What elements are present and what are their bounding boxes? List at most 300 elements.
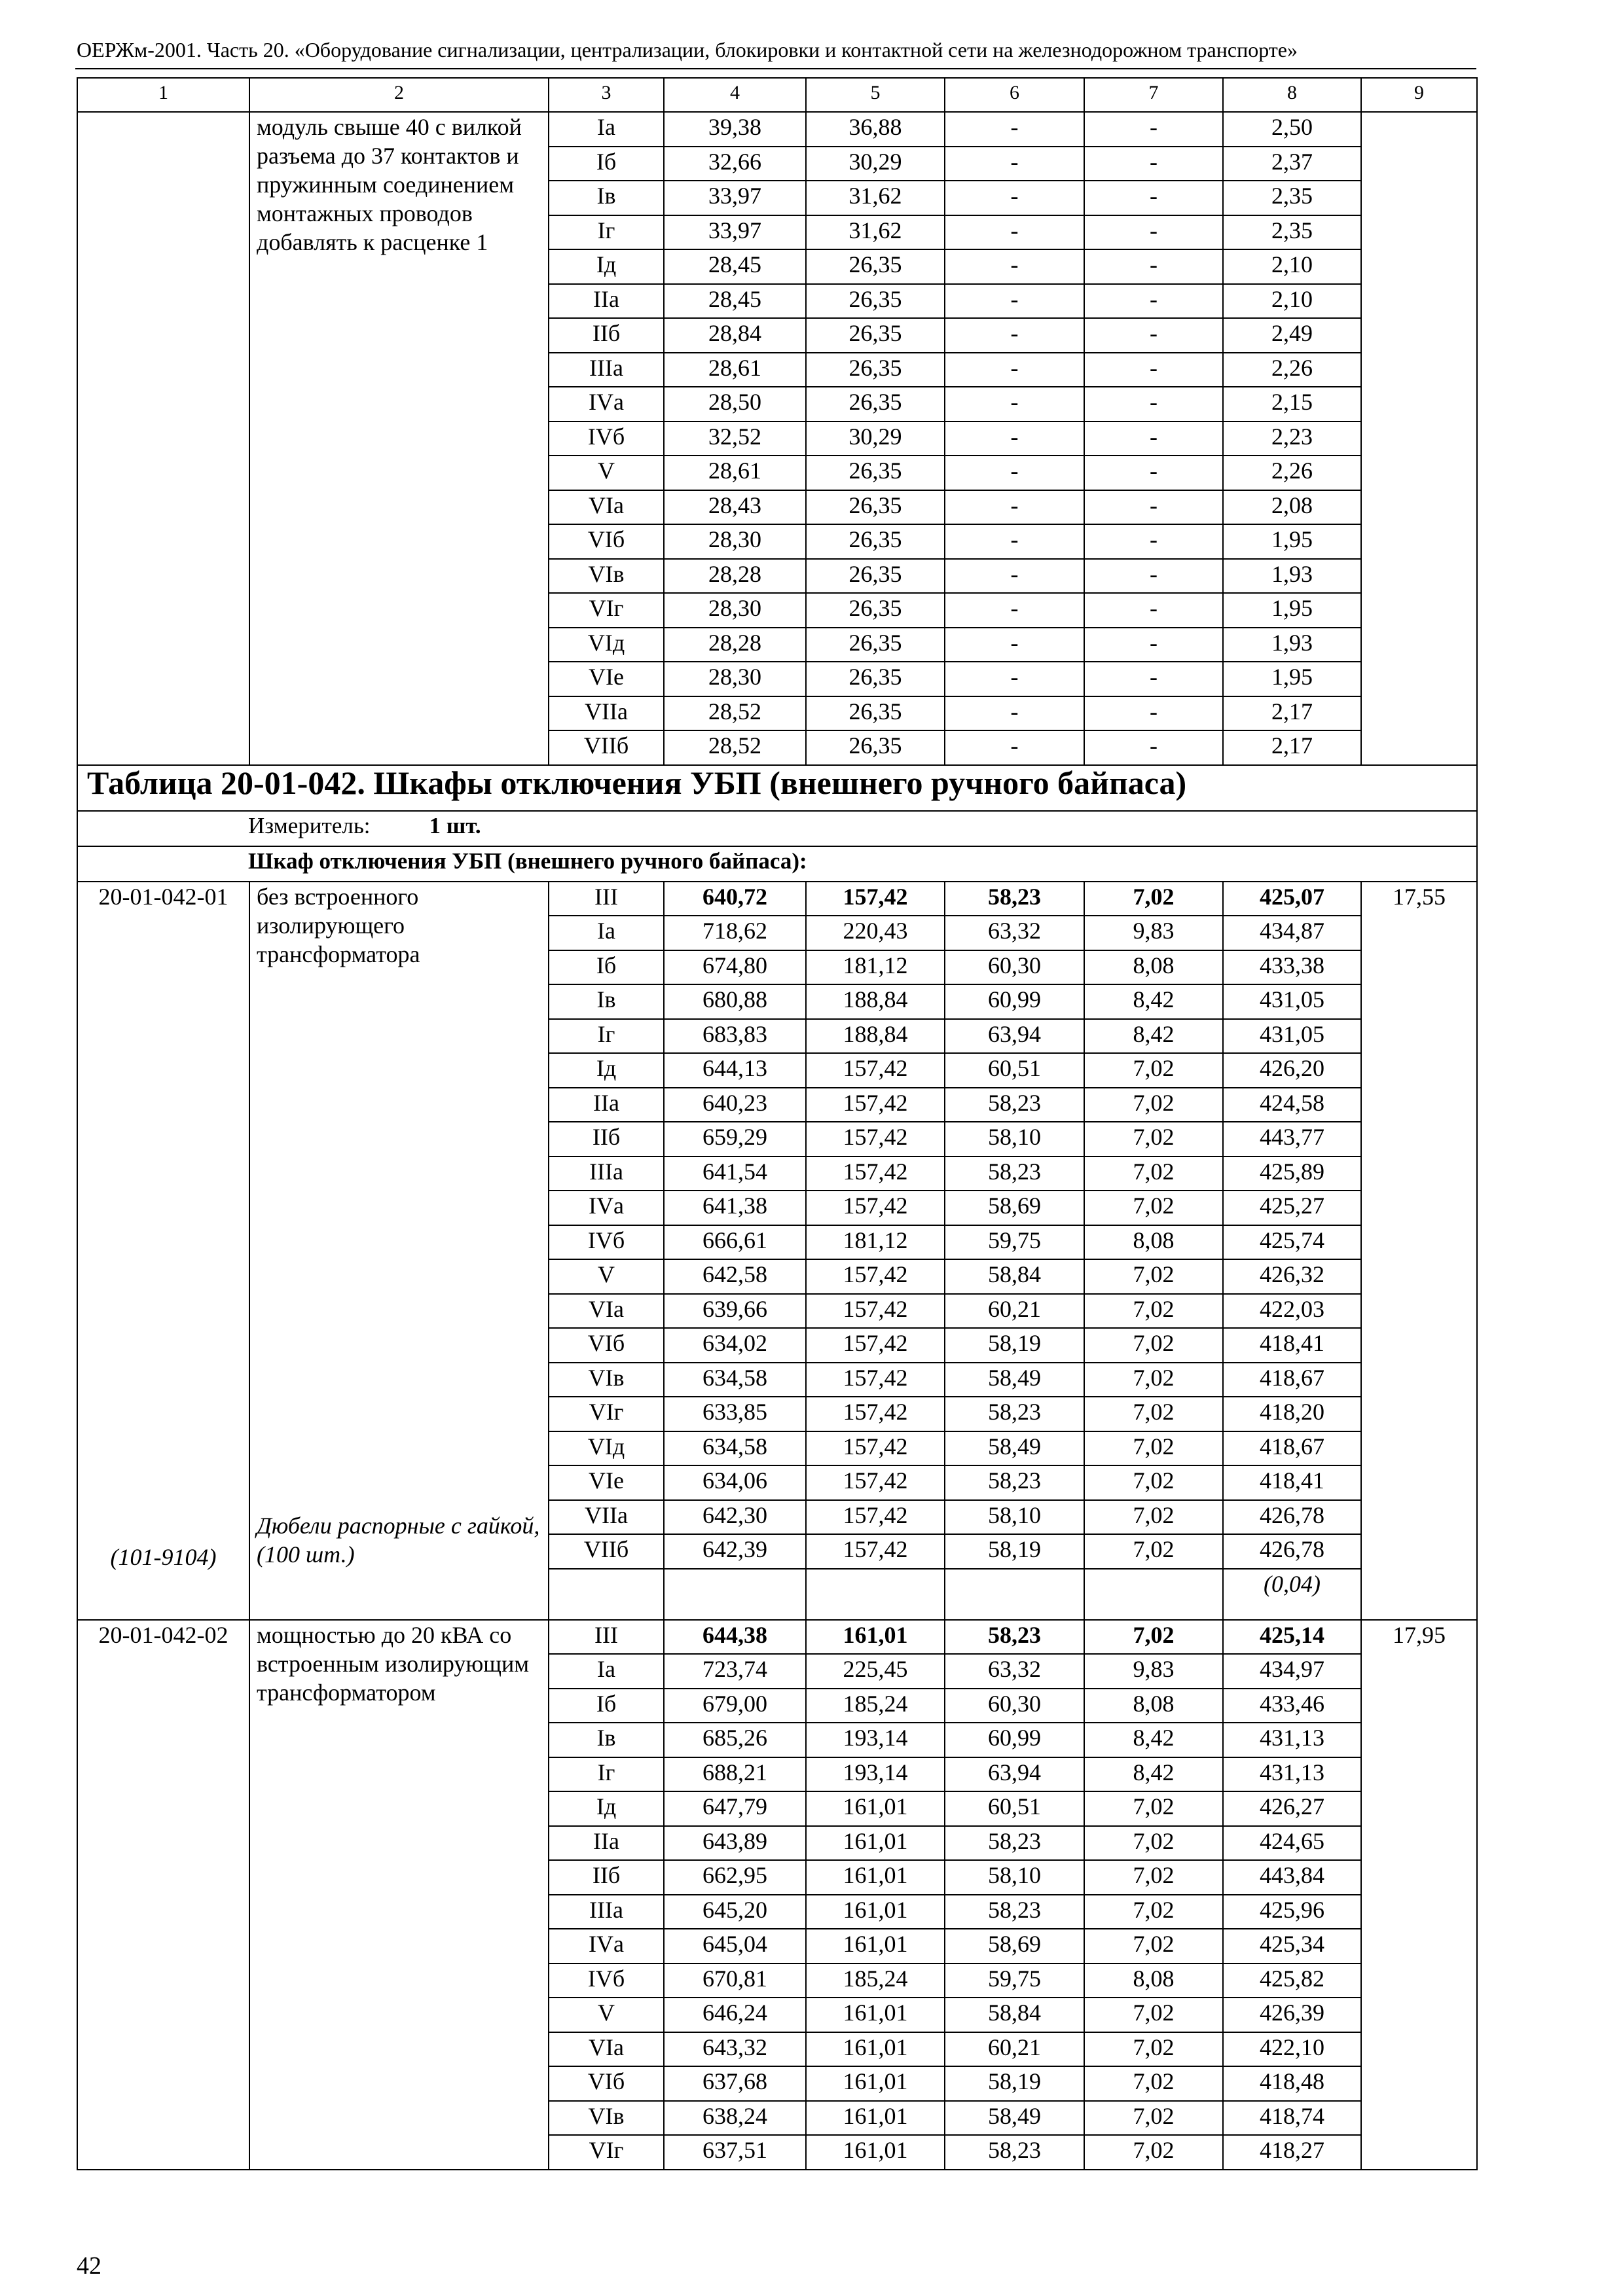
value-cell: 161,01	[806, 1895, 945, 1929]
region-cell: IIа	[549, 1088, 664, 1122]
value-cell: 26,35	[806, 628, 945, 662]
value-cell: 426,39	[1223, 1998, 1361, 2032]
measure-value: 1 шт.	[429, 812, 481, 838]
value-cell: 28,30	[664, 524, 806, 559]
value-cell: 157,42	[806, 1088, 945, 1122]
code-cell	[77, 112, 249, 765]
value-cell: 26,35	[806, 696, 945, 731]
value-cell: 659,29	[664, 1122, 806, 1157]
value-cell: -	[1084, 353, 1223, 387]
value-cell: 418,48	[1223, 2066, 1361, 2101]
value-cell: 7,02	[1084, 1363, 1223, 1397]
value-cell: 59,75	[945, 1225, 1084, 1260]
value-cell: 425,96	[1223, 1895, 1361, 1929]
region-cell: Iб	[549, 1689, 664, 1723]
page-header: ОЕРЖм-2001. Часть 20. «Оборудование сигнализации, централизации, блокировки и контактной сети на железнодорожном транспорте»	[77, 38, 1298, 62]
table-title: Таблица 20-01-042. Шкафы отключения УБП (внешнего ручного байпаса)	[77, 765, 1477, 811]
value-cell: -	[1084, 524, 1223, 559]
column-number-row	[77, 78, 1477, 112]
value-cell: 425,82	[1223, 1964, 1361, 1998]
region-cell: V	[549, 456, 664, 490]
value-cell: 418,67	[1223, 1431, 1361, 1466]
column-number: 8	[1223, 78, 1361, 112]
col9-cell: 17,95	[1361, 1620, 1477, 2170]
value-cell: 26,35	[806, 559, 945, 594]
value-cell: 431,05	[1223, 984, 1361, 1019]
value-cell: 58,69	[945, 1191, 1084, 1225]
value-cell: 2,37	[1223, 147, 1361, 181]
rate-description: без встроенного изолирующего трансформатора	[257, 883, 420, 967]
value-cell: 26,35	[806, 353, 945, 387]
value-cell: 28,43	[664, 490, 806, 525]
value-cell: 645,04	[664, 1929, 806, 1964]
value-cell: -	[1084, 422, 1223, 456]
value-cell: 8,08	[1084, 1689, 1223, 1723]
rates-table	[77, 77, 1478, 2170]
value-cell: 58,10	[945, 1860, 1084, 1895]
value-cell: 33,97	[664, 215, 806, 250]
column-number: 2	[249, 78, 549, 112]
region-cell: Iа	[549, 916, 664, 950]
value-cell: 58,23	[945, 882, 1084, 916]
value-cell: 60,30	[945, 1689, 1084, 1723]
value-cell: 58,49	[945, 2101, 1084, 2136]
region-cell: VIв	[549, 559, 664, 594]
value-cell: 26,35	[806, 524, 945, 559]
value-cell: 58,23	[945, 1465, 1084, 1500]
code-cell	[77, 882, 249, 1620]
measure-row	[77, 811, 1477, 846]
table-cell	[549, 1569, 664, 1620]
value-cell: 185,24	[806, 1689, 945, 1723]
value-cell: 157,42	[806, 1294, 945, 1329]
value-cell: 634,58	[664, 1363, 806, 1397]
value-cell: 2,17	[1223, 730, 1361, 765]
value-cell: 443,77	[1223, 1122, 1361, 1157]
value-cell: 433,38	[1223, 950, 1361, 985]
value-cell: 30,29	[806, 147, 945, 181]
value-cell: 157,42	[806, 1122, 945, 1157]
value-cell: 157,42	[806, 1191, 945, 1225]
value-cell: 646,24	[664, 1998, 806, 2032]
table-title-row	[77, 765, 1477, 811]
value-cell: 7,02	[1084, 1620, 1223, 1655]
region-cell: Iв	[549, 984, 664, 1019]
value-cell: -	[945, 353, 1084, 387]
value-cell: 225,45	[806, 1654, 945, 1689]
region-cell: IVб	[549, 1964, 664, 1998]
value-cell: -	[1084, 490, 1223, 525]
value-cell: 7,02	[1084, 2066, 1223, 2101]
value-cell: 8,08	[1084, 1225, 1223, 1260]
value-cell: 647,79	[664, 1791, 806, 1826]
value-cell: 424,65	[1223, 1826, 1361, 1861]
value-cell: 157,42	[806, 1328, 945, 1363]
value-cell: 688,21	[664, 1757, 806, 1792]
value-cell: 639,66	[664, 1294, 806, 1329]
value-cell: 220,43	[806, 916, 945, 950]
value-cell: -	[1084, 662, 1223, 696]
value-cell: 431,13	[1223, 1723, 1361, 1757]
value-cell: 425,34	[1223, 1929, 1361, 1964]
description-cell: модуль свыше 40 с вилкой разъема до 37 контактов и пружинным соединением монтажных проводов добавлять к расценке 1	[249, 112, 549, 765]
value-cell: 58,10	[945, 1500, 1084, 1535]
region-cell: Iа	[549, 112, 664, 147]
value-cell: -	[945, 593, 1084, 628]
rate-code: 20-01-042-02	[98, 1621, 228, 1648]
region-cell: IVб	[549, 422, 664, 456]
value-cell: 31,62	[806, 215, 945, 250]
region-cell: III	[549, 882, 664, 916]
value-cell: -	[945, 524, 1084, 559]
value-cell: 633,85	[664, 1397, 806, 1431]
value-cell: 193,14	[806, 1757, 945, 1792]
region-cell: IVа	[549, 1191, 664, 1225]
value-cell: 58,10	[945, 1122, 1084, 1157]
value-cell: 157,42	[806, 1465, 945, 1500]
region-cell: VIг	[549, 593, 664, 628]
region-cell: VIг	[549, 1397, 664, 1431]
value-cell: 193,14	[806, 1723, 945, 1757]
value-cell: 26,35	[806, 249, 945, 284]
value-cell: 28,28	[664, 628, 806, 662]
region-cell: Iг	[549, 1019, 664, 1054]
region-cell: Iб	[549, 950, 664, 985]
value-cell: 1,93	[1223, 628, 1361, 662]
column-number: 4	[664, 78, 806, 112]
value-cell: 2,10	[1223, 284, 1361, 319]
value-cell: -	[1084, 181, 1223, 215]
value-cell: 7,02	[1084, 1157, 1223, 1191]
region-cell: V	[549, 1259, 664, 1294]
value-cell: 60,51	[945, 1053, 1084, 1088]
value-cell: 161,01	[806, 2066, 945, 2101]
value-cell: 26,35	[806, 387, 945, 422]
col9-cell	[1361, 112, 1477, 765]
value-cell: 58,49	[945, 1431, 1084, 1466]
region-cell: VIIа	[549, 696, 664, 731]
value-cell: 58,23	[945, 1397, 1084, 1431]
note-code: (101-9104)	[110, 1544, 217, 1570]
value-cell: 157,42	[806, 1534, 945, 1569]
value-cell: 431,05	[1223, 1019, 1361, 1054]
subtitle-row	[77, 846, 1477, 882]
value-cell: -	[1084, 284, 1223, 319]
value-cell: 8,42	[1084, 1723, 1223, 1757]
value-cell: 26,35	[806, 284, 945, 319]
value-cell: 58,23	[945, 1088, 1084, 1122]
measure-label: Измеритель:	[248, 812, 371, 838]
region-cell: Iд	[549, 1791, 664, 1826]
value-cell: 7,02	[1084, 1088, 1223, 1122]
region-cell: III	[549, 1620, 664, 1655]
column-number: 3	[549, 78, 664, 112]
value-cell: 2,17	[1223, 696, 1361, 731]
value-cell: 9,83	[1084, 1654, 1223, 1689]
value-cell: 161,01	[806, 1998, 945, 2032]
value-cell: 28,61	[664, 353, 806, 387]
value-cell: 7,02	[1084, 1053, 1223, 1088]
value-cell: 63,94	[945, 1757, 1084, 1792]
value-cell: 425,07	[1223, 882, 1361, 916]
value-cell: 7,02	[1084, 2101, 1223, 2136]
value-cell: 8,42	[1084, 1019, 1223, 1054]
region-cell: IIIа	[549, 1157, 664, 1191]
value-cell: 434,87	[1223, 916, 1361, 950]
value-cell: -	[945, 112, 1084, 147]
region-cell: VIе	[549, 662, 664, 696]
region-cell: Iв	[549, 181, 664, 215]
value-cell: -	[1084, 593, 1223, 628]
value-cell: 28,45	[664, 284, 806, 319]
note-text: Дюбели распорные с гайкой, (100 шт.)	[257, 1513, 540, 1568]
region-cell: VIв	[549, 2101, 664, 2136]
value-cell: -	[945, 490, 1084, 525]
value-cell: -	[945, 559, 1084, 594]
value-cell: 161,01	[806, 1860, 945, 1895]
region-cell: IIб	[549, 1860, 664, 1895]
value-cell: -	[945, 181, 1084, 215]
value-cell: 674,80	[664, 950, 806, 985]
value-cell: 58,69	[945, 1929, 1084, 1964]
value-cell: 425,89	[1223, 1157, 1361, 1191]
value-cell: 666,61	[664, 1225, 806, 1260]
value-cell: 641,38	[664, 1191, 806, 1225]
value-cell: 637,51	[664, 2135, 806, 2170]
value-cell: -	[1084, 559, 1223, 594]
value-cell: 58,19	[945, 2066, 1084, 2101]
value-cell: 662,95	[664, 1860, 806, 1895]
region-cell: VIIб	[549, 1534, 664, 1569]
value-cell: 7,02	[1084, 1397, 1223, 1431]
region-cell: IVа	[549, 387, 664, 422]
value-cell: -	[1084, 147, 1223, 181]
region-cell: V	[549, 1998, 664, 2032]
region-cell: IIIа	[549, 1895, 664, 1929]
value-cell: 8,08	[1084, 1964, 1223, 1998]
table-cell	[664, 1569, 806, 1620]
value-cell: 157,42	[806, 882, 945, 916]
region-cell: Iг	[549, 1757, 664, 1792]
value-cell: 422,10	[1223, 2032, 1361, 2067]
value-cell: -	[1084, 318, 1223, 353]
value-cell: 58,84	[945, 1998, 1084, 2032]
value-cell: 32,52	[664, 422, 806, 456]
region-cell: VIIб	[549, 730, 664, 765]
value-cell: 642,58	[664, 1259, 806, 1294]
value-cell: 443,84	[1223, 1860, 1361, 1895]
value-cell: 685,26	[664, 1723, 806, 1757]
value-cell: 7,02	[1084, 1259, 1223, 1294]
region-cell: VIб	[549, 2066, 664, 2101]
value-cell: -	[945, 456, 1084, 490]
value-cell: 418,74	[1223, 2101, 1361, 2136]
value-cell: -	[1084, 730, 1223, 765]
value-cell: 2,26	[1223, 353, 1361, 387]
value-cell: 7,02	[1084, 1500, 1223, 1535]
value-cell: 31,62	[806, 181, 945, 215]
value-cell: 1,95	[1223, 524, 1361, 559]
value-cell: 26,35	[806, 593, 945, 628]
rate-description: мощностью до 20 кВА со встроенным изолирующим трансформатором	[257, 1621, 530, 1706]
region-cell: VIв	[549, 1363, 664, 1397]
value-cell: -	[945, 318, 1084, 353]
value-cell: 33,97	[664, 181, 806, 215]
value-cell: 680,88	[664, 984, 806, 1019]
region-cell: Iг	[549, 215, 664, 250]
value-cell: 7,02	[1084, 2032, 1223, 2067]
table-row	[77, 882, 1477, 916]
value-cell: 161,01	[806, 1929, 945, 1964]
value-cell: 7,02	[1084, 1465, 1223, 1500]
value-cell: 60,99	[945, 984, 1084, 1019]
value-cell: 643,89	[664, 1826, 806, 1861]
value-cell: -	[945, 662, 1084, 696]
value-cell: -	[1084, 112, 1223, 147]
value-cell: 634,58	[664, 1431, 806, 1466]
value-cell: 7,02	[1084, 1328, 1223, 1363]
value-cell: 28,61	[664, 456, 806, 490]
value-cell: 157,42	[806, 1397, 945, 1431]
col9-cell: 17,55	[1361, 882, 1477, 1620]
value-cell: 418,67	[1223, 1363, 1361, 1397]
column-number: 7	[1084, 78, 1223, 112]
region-cell: IVб	[549, 1225, 664, 1260]
column-number: 9	[1361, 78, 1477, 112]
value-cell: 683,83	[664, 1019, 806, 1054]
value-cell: 60,21	[945, 2032, 1084, 2067]
value-cell: 718,62	[664, 916, 806, 950]
value-cell: 7,02	[1084, 1294, 1223, 1329]
value-cell: 426,20	[1223, 1053, 1361, 1088]
header-rule	[75, 68, 1476, 69]
table-cell	[806, 1569, 945, 1620]
value-cell: 418,41	[1223, 1328, 1361, 1363]
value-cell: 7,02	[1084, 1895, 1223, 1929]
value-cell: 418,41	[1223, 1465, 1361, 1500]
region-cell: Iд	[549, 1053, 664, 1088]
value-cell: 7,02	[1084, 1929, 1223, 1964]
rate-code: 20-01-042-01	[98, 883, 228, 910]
value-cell: 161,01	[806, 2101, 945, 2136]
value-cell: -	[945, 387, 1084, 422]
value-cell: 26,35	[806, 730, 945, 765]
value-cell: 641,54	[664, 1157, 806, 1191]
value-cell: 181,12	[806, 950, 945, 985]
value-cell: 58,19	[945, 1534, 1084, 1569]
value-cell: 28,52	[664, 730, 806, 765]
value-cell: -	[945, 215, 1084, 250]
value-cell: 26,35	[806, 490, 945, 525]
value-cell: 2,26	[1223, 456, 1361, 490]
region-cell: Iв	[549, 1723, 664, 1757]
value-cell: 58,23	[945, 2135, 1084, 2170]
value-cell: 8,42	[1084, 984, 1223, 1019]
value-cell: 424,58	[1223, 1088, 1361, 1122]
value-cell: 188,84	[806, 984, 945, 1019]
value-cell: 58,49	[945, 1363, 1084, 1397]
value-cell: 425,74	[1223, 1225, 1361, 1260]
table-cell	[945, 1569, 1084, 1620]
value-cell: 58,23	[945, 1157, 1084, 1191]
region-cell: VIд	[549, 628, 664, 662]
value-cell: 63,32	[945, 916, 1084, 950]
region-cell: VIа	[549, 2032, 664, 2067]
column-number: 1	[77, 78, 249, 112]
value-cell: 8,42	[1084, 1757, 1223, 1792]
description-cell	[249, 882, 549, 1620]
value-cell: 422,03	[1223, 1294, 1361, 1329]
value-cell: 433,46	[1223, 1689, 1361, 1723]
region-cell: Iа	[549, 1654, 664, 1689]
value-cell: 39,38	[664, 112, 806, 147]
value-cell: -	[1084, 215, 1223, 250]
value-cell: 638,24	[664, 2101, 806, 2136]
value-cell: 32,66	[664, 147, 806, 181]
value-cell: 7,02	[1084, 1998, 1223, 2032]
value-cell: 645,20	[664, 1895, 806, 1929]
value-cell: 161,01	[806, 2032, 945, 2067]
value-cell: 8,08	[1084, 950, 1223, 985]
value-cell: 28,45	[664, 249, 806, 284]
region-cell: VIе	[549, 1465, 664, 1500]
value-cell: 157,42	[806, 1259, 945, 1294]
region-cell: VIб	[549, 524, 664, 559]
value-cell: 7,02	[1084, 1534, 1223, 1569]
value-cell: 426,32	[1223, 1259, 1361, 1294]
region-cell: Iд	[549, 249, 664, 284]
value-cell: 7,02	[1084, 1860, 1223, 1895]
value-cell: 2,15	[1223, 387, 1361, 422]
value-cell: 7,02	[1084, 1431, 1223, 1466]
value-cell: 157,42	[806, 1500, 945, 1535]
value-cell: 161,01	[806, 1826, 945, 1861]
value-cell: 7,02	[1084, 1122, 1223, 1157]
value-cell: 637,68	[664, 2066, 806, 2101]
measure-cell	[77, 811, 1477, 846]
value-cell: 7,02	[1084, 2135, 1223, 2170]
value-cell: 642,30	[664, 1500, 806, 1535]
value-cell: 26,35	[806, 662, 945, 696]
value-cell: 2,35	[1223, 181, 1361, 215]
value-cell: 58,23	[945, 1826, 1084, 1861]
region-cell: Iб	[549, 147, 664, 181]
value-cell: 188,84	[806, 1019, 945, 1054]
value-cell: 26,35	[806, 318, 945, 353]
value-cell: 2,23	[1223, 422, 1361, 456]
value-cell: 28,28	[664, 559, 806, 594]
value-cell: 426,78	[1223, 1500, 1361, 1535]
subtitle: Шкаф отключения УБП (внешнего ручного байпаса):	[77, 846, 1477, 882]
value-cell: 60,21	[945, 1294, 1084, 1329]
value-cell: 640,72	[664, 882, 806, 916]
value-cell: 2,10	[1223, 249, 1361, 284]
region-cell: IVа	[549, 1929, 664, 1964]
region-cell: VIа	[549, 1294, 664, 1329]
value-cell: 157,42	[806, 1431, 945, 1466]
value-cell: 7,02	[1084, 1791, 1223, 1826]
value-cell: 161,01	[806, 1791, 945, 1826]
value-cell: 2,35	[1223, 215, 1361, 250]
value-cell: 642,39	[664, 1534, 806, 1569]
value-cell: 2,49	[1223, 318, 1361, 353]
value-cell: 185,24	[806, 1964, 945, 1998]
value-cell: 28,30	[664, 593, 806, 628]
value-cell: 426,78	[1223, 1534, 1361, 1569]
value-cell: 36,88	[806, 112, 945, 147]
value-cell: 425,27	[1223, 1191, 1361, 1225]
value-cell: -	[1084, 387, 1223, 422]
